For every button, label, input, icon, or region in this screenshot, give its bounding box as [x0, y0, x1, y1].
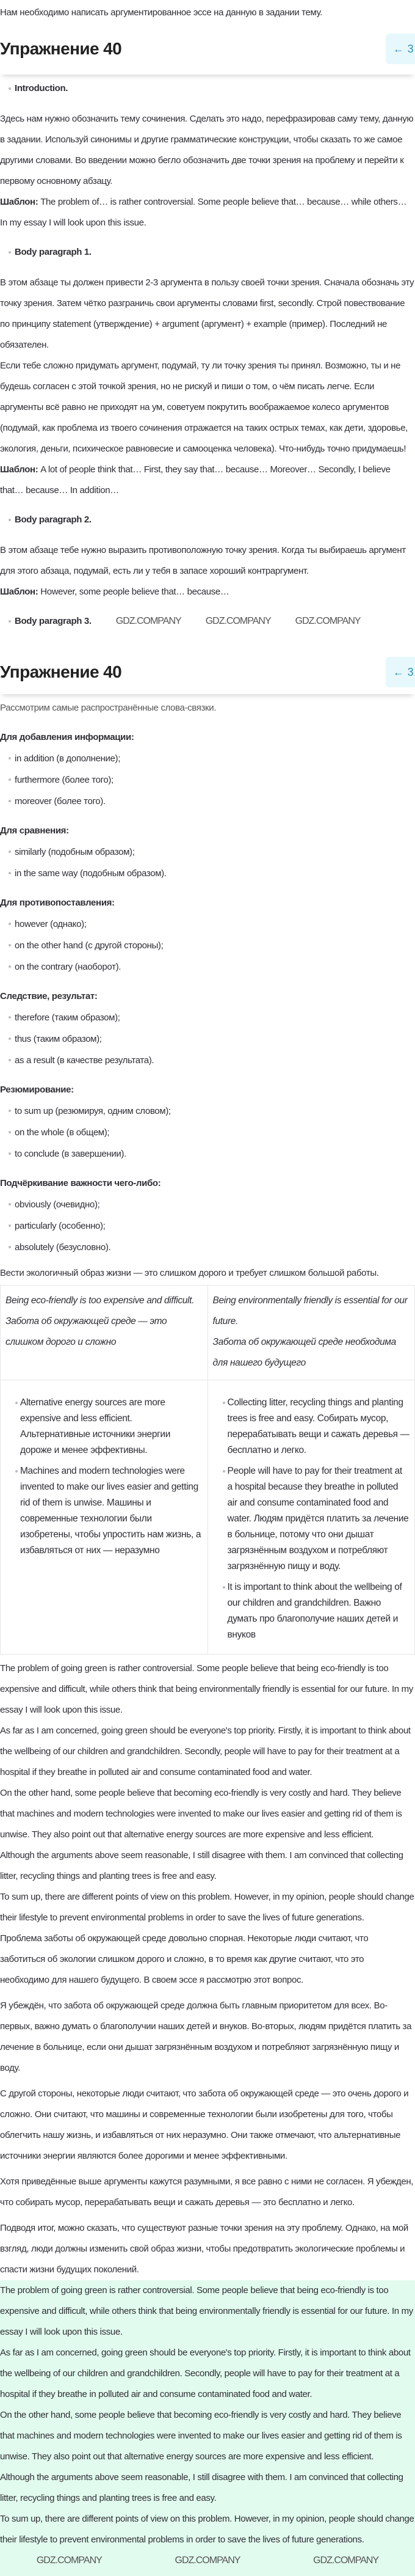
linking-word: absolutely (безусловно). [9, 1237, 415, 1258]
back-label: 3 [407, 665, 414, 678]
linking-word: in addition (в дополнение); [9, 748, 415, 769]
back-button-repeat[interactable] [386, 657, 415, 687]
watermark: GDZ.COMPANY [175, 2555, 240, 2566]
linking-word: furthermore (более того); [9, 769, 415, 791]
linking-word: particularly (особенно); [9, 1215, 415, 1237]
arguments-table [0, 1285, 415, 1655]
essay-en-paragraph: To sum up, there are different points of view on this problem. However, in my opinion, people should change their lifestyle to prevent environmental problems in order to save the lives of future generations. [0, 1892, 414, 1923]
essay-en-paragraph: On the other hand, some people believe that becoming eco-friendly is very costly and hard. They believe that machines and modern technologies were invented to make our lives easier and getting rid of them is unwise. They also point out that alternative energy sources are more expensive and less efficient. [0, 1788, 402, 1840]
essay-russian [0, 1928, 415, 2280]
linking-word: as a result (в качестве результата). [9, 1050, 415, 1071]
essay-en-paragraph: Although the arguments above seem reasonable, I still disagree with them. I am convinced that collecting litter, recycling things and planting trees is free and easy. [0, 1850, 403, 1881]
watermark: GDZ.COMPANY [313, 2555, 379, 2566]
page-title: Упражнение 40 [0, 39, 122, 58]
arrow-left-icon: ← [393, 42, 404, 55]
arrow-left-icon: ← [393, 665, 404, 678]
linking-word: therefore (таким образом); [9, 1007, 415, 1028]
essay-highlighted-answer [0, 2280, 415, 2576]
section-body-2: Body paragraph 2. [9, 510, 415, 530]
sticky-header-repeat [0, 650, 415, 694]
body2-text: В этом абзаце тебе нужно выразить противоположную точку зрения. Когда ты выбираешь аргумент для этого абзаца, подумай, есть ли у тебя в запасе хороший контраргумент. [0, 545, 406, 576]
introduction-template: Шаблон: The problem of… is rather controversial. Some people believe that… because… while others… In my essay I will look upon this issue. [0, 197, 407, 228]
section-introduction: Introduction. [9, 78, 415, 99]
topic: Вести экологичный образ жизни — это слишком дорого и требует слишком большой работы. [0, 1268, 379, 1278]
essay-ru-paragraph: Хотя приведённые выше аргументы кажутся разумными, я все равно с ними не согласен. Я убежден, что собирать мусор, перерабатывать вещи и сажать деревья — это бесплатно и легко. [0, 2176, 414, 2208]
linking-word: on the other hand (с другой стороны); [9, 935, 415, 956]
table-header-left: Being eco-friendly is too expensive and difficult. Забота об окружающей среде — это слишком дорого и сложно [1, 1286, 208, 1380]
essay-english [0, 1658, 415, 1928]
linking-group-title: Следствие, результат: [0, 991, 98, 1001]
intro-line: Нам необходимо написать аргументированное эссе на данную в задании тему. [0, 7, 323, 18]
argument-item: Machines and modern technologies were invented to make our lives easier and getting rid of them is unwise. Машины и современные технологии были изобретены, чтобы упростить нам жизнь, а избавляться от них — неразумно [15, 1463, 203, 1559]
argument-item: People will have to pay for their treatment at a hospital because they breathe in polluted air and consume contaminated food and water. Людям придётся платить за лечение в больнице, потому что они дышат загрязнённым воздухом и потребляют загрязнённую пищу и воду. [223, 1463, 410, 1575]
essay-ru-paragraph: Подводя итог, можно сказать, что существуют разные точки зрения на эту проблему. Однако, на мой взгляд, люди должны изменить свой образ жизни, чтобы предотвратить экологические проблемы и спасти жизни будущих поколений. [0, 2223, 408, 2275]
sticky-header [0, 23, 415, 75]
linking-group-title: Для добавления информации: [0, 732, 134, 742]
table-header-right: Being environmentally friendly is essential for our future. Забота об окружающей среде необходима для нашего будущего [208, 1286, 415, 1380]
linking-word: in the same way (подобным образом). [9, 863, 415, 884]
linking-word: obviously (очевидно); [9, 1194, 415, 1215]
essay-en-paragraph: As far as I am concerned, going green should be everyone's top priority. Firstly, it is important to think about the wellbeing of our children and grandchildren. Secondly, people will have to pay for their treatment at a hospital if they breathe in polluted air and consume contaminated food and water. [0, 1725, 411, 1777]
page-title-repeat: Упражнение 40 [0, 662, 122, 681]
linking-group-title: Подчёркивание важности чего-либо: [0, 1178, 161, 1188]
essay-ru-paragraph: Проблема заботы об окружающей среде довольно спорная. Некоторые люди считают, что заботиться об экологии слишком дорого и сложно, в то время как другие считают, что это необходимо для нашего будущего. В своем эссе я рассмотрю этот вопрос. [0, 1933, 369, 1985]
back-button[interactable] [386, 34, 415, 64]
answer-paragraph: The problem of going green is rather controversial. Some people believe that being eco-friendly is too expensive and difficult, while others think that being environmentally friendly is essential for our future. In my essay I will look upon this issue. [0, 2285, 413, 2337]
watermark: GDZ.COMPANY [115, 616, 181, 626]
watermark: GDZ.COMPANY [205, 616, 271, 626]
linking-word: to sum up (резюмируя, одним словом); [9, 1100, 415, 1122]
argument-item: It is important to think about the wellbeing of our children and grandchildren. Важно думать про благополучие наших детей и внуков [223, 1579, 410, 1643]
back-label: 3 [407, 42, 414, 55]
argument-item: Collecting litter, recycling things and planting trees is free and easy. Собирать мусор, перерабатывать вещи и сажать деревья — бесплатно и легко. [223, 1395, 410, 1458]
linking-word: on the contrary (наоборот). [9, 956, 415, 978]
linking-word: moreover (более того). [9, 791, 415, 812]
section-body-1: Body paragraph 1. [9, 242, 415, 263]
linking-word: similarly (подобным образом); [9, 841, 415, 863]
linking-words [0, 727, 415, 1258]
answer-paragraph: Although the arguments above seem reasonable, I still disagree with them. I am convinced that collecting litter, recycling things and planting trees is free and easy. [0, 2472, 403, 2503]
essay-ru-paragraph: Я убеждён, что забота об окружающей среде должна быть главным приоритетом для всех. Во-первых, важно думать о благополучии наших детей и внуков. Во-вторых, людям придётся платить за лечение в больнице, если они дышат загрязнённым воздухом и потребляют загрязнённую пищу и воду. [0, 2000, 412, 2073]
linking-word: thus (таким образом); [9, 1028, 415, 1050]
table-cell-left [1, 1380, 208, 1655]
linking-group-title: Для противопоставления: [0, 898, 115, 908]
linking-group-title: Для сравнения: [0, 825, 69, 836]
answer-paragraph: As far as I am concerned, going green should be everyone's top priority. Firstly, it is important to think about the wellbeing of our children and grandchildren. Secondly, people will have to pay for their treatment at a hospital if they breathe in polluted air and consume contaminated food and water. [0, 2347, 411, 2399]
argument-item: Alternative energy sources are more expensive and less efficient. Альтернативные источники энергии дороже и менее эффективны. [15, 1395, 203, 1458]
linking-word: however (однако); [9, 913, 415, 935]
linking-word: to conclude (в завершении). [9, 1143, 415, 1165]
linking-intro: Рассмотрим самые распространённые слова-связки. [0, 703, 217, 713]
essay-ru-paragraph: С другой стороны, некоторые люди считают, что забота об окружающей среде — это очень дорого и сложно. Они считают, что машины и современные технологии были изобретены для того, чтобы облегчить нашу жизнь, и избавляться от них неразумно. Они также отмечают, что альтернативные источники энергии являются более дорогими и менее эффективными. [0, 2088, 409, 2161]
answer-paragraph: On the other hand, some people believe that becoming eco-friendly is very costly and hard. They believe that machines and modern technologies were invented to make our lives easier and getting rid of them is unwise. They also point out that alternative energy sources are more expensive and less efficient. [0, 2410, 402, 2462]
section-body-3: Body paragraph 3. GDZ.COMPANY GDZ.COMPANY GDZ.COMPANY [9, 611, 415, 632]
linking-word: on the whole (в общем); [9, 1122, 415, 1143]
answer-paragraph: To sum up, there are different points of view on this problem. However, in my opinion, people should change their lifestyle to prevent environmental problems in order to save the lives of future generations. [0, 2514, 414, 2545]
body1-text-2: Если тебе сложно придумать аргумент, подумай, ту ли точку зрения ты принял. Возможно, ты и не будешь согласен с этой точкой зрения, но не рискуй и пиши о том, о чём писать легче. Если аргументы всё равно не приходят на ум, советуем покрутить воображаемое колесо аргументов (подумай, как проблема из твоего сочинения отражается на таких острых темах, как дети, здоровье, экология, деньги, психическое равновесие и самооценка человека). Что-нибудь точно придумаешь! [0, 360, 408, 454]
linking-group-title: Резюмирование: [0, 1085, 74, 1095]
body1-text-1: В этом абзаце ты должен привести 2-3 аргумента в пользу своей точки зрения. Сначала обозначь эту точку зрения. Затем чётко разграничь свои аргументы словами first, secondly. Строй повествование по принципу statement (утверждение) + argument (аргумент) + example (пример). Последний не обязателен. [0, 277, 414, 350]
watermark-row [0, 2550, 415, 2571]
body2-template: Шаблон: However, some people believe that… because… [0, 587, 229, 597]
watermark: GDZ.COMPANY [36, 2555, 102, 2566]
table-cell-right [208, 1380, 415, 1655]
essay-en-paragraph: The problem of going green is rather controversial. Some people believe that being eco-friendly is too expensive and difficult, while others think that being environmentally friendly is essential for our future. In my essay I will look upon this issue. [0, 1663, 413, 1715]
watermark: GDZ.COMPANY [295, 616, 361, 626]
introduction-text: Здесь нам нужно обозначить тему сочинения. Сделать это надо, перефразировав саму тему, данную в задании. Используй синонимы и другие грамматические конструкции, чтобы сказать то же самое другими словами. Во введении можно бегло обозначить две точки зрения на проблему и перейти к первому основному абзацу. [0, 114, 414, 186]
body1-template: Шаблон: A lot of people think that… First, they say that… because… Moreover… Secondly, I believe that… because… In addition… [0, 464, 391, 496]
